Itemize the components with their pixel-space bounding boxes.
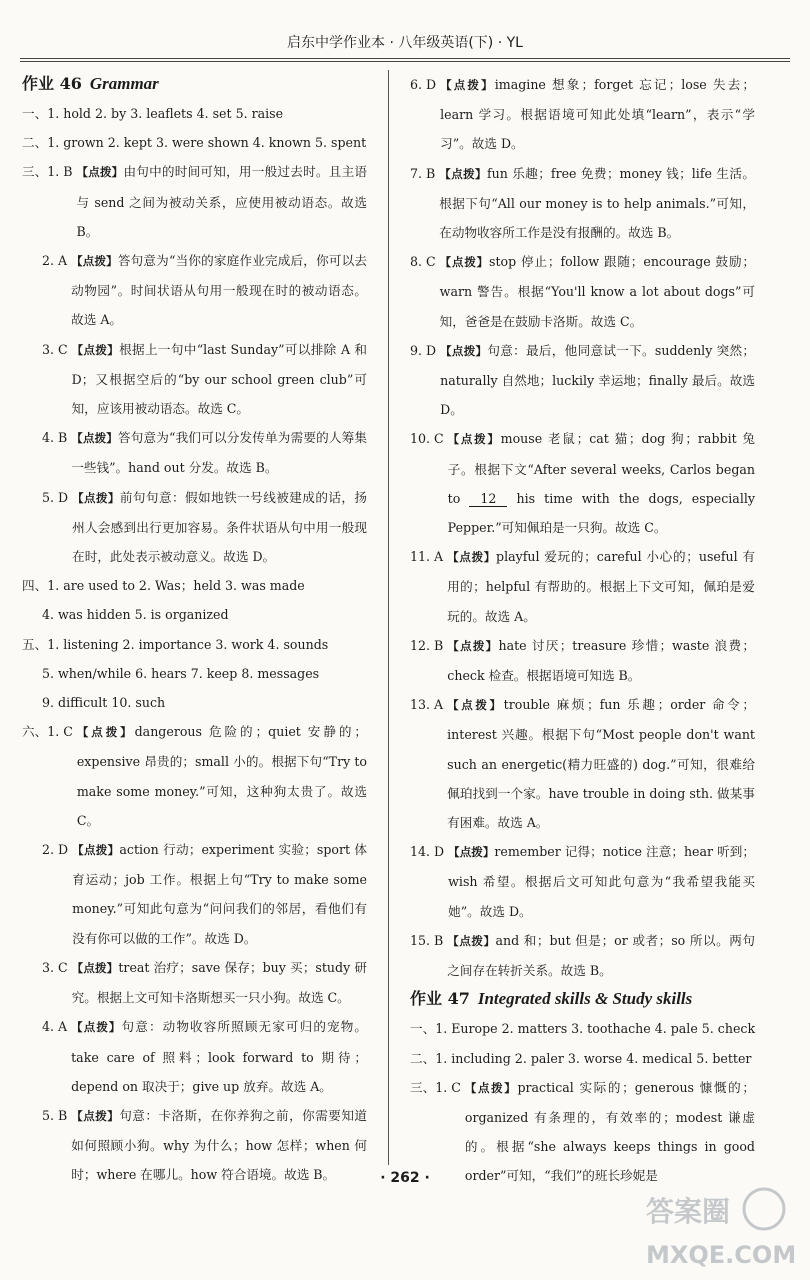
explanation-item: 10. C 【点拨】mouse 老鼠；cat 猫；dog 狗；rabbit 兔子。根据下文“After several weeks, Carlos began to 12 his time with the dogs, especially Pepper.”可知佩珀是一只狗。故选 C。 xyxy=(410,431,755,536)
hint-tag: 【点拨】 xyxy=(71,1108,120,1123)
answer-line-s2: 二、1. including 2. paler 3. worse 4. medical 5. better xyxy=(410,1050,752,1066)
answer-line-s2: 二、1. grown 2. kept 3. were shown 4. known 5. spent xyxy=(22,135,367,151)
header-title: 启东中学作业本 · 八年级英语(下) · YL xyxy=(287,35,523,51)
hint-tag: 【点拨】 xyxy=(447,698,504,713)
right-column xyxy=(410,70,755,1191)
hint-tag: 【点拨】 xyxy=(447,933,496,948)
page-header xyxy=(20,32,790,59)
watermark-logo xyxy=(642,1185,802,1273)
hint-tag: 【点拨】 xyxy=(76,725,135,740)
explanation-item: 三、1. B 【点拨】由句中的时间可知，用一般过去时。且主语与 send 之间为被动关系，应使用被动语态。故选 B。 xyxy=(22,164,368,239)
section-46-label: 作业 46 xyxy=(22,74,82,93)
answer-line-s4a: 四、1. are used to 2. Was；held 3. was made xyxy=(22,578,305,594)
hint-tag: 【点拨】 xyxy=(72,490,120,505)
section-47-label: 作业 47 xyxy=(410,989,470,1009)
explanation-item: 2. A 【点拨】答句意为“当你的家庭作业完成后，你可以去动物园”。时间状语从句用一般现在时的被动语态。故选 A。 xyxy=(42,253,367,328)
hint-tag: 【点拨】 xyxy=(72,843,120,858)
left-column xyxy=(22,70,367,1190)
answer-line-s4b: 4. was hidden 5. is organized xyxy=(42,607,229,623)
hint-tag: 【点拨】 xyxy=(71,431,118,446)
explanation-item: 3. C 【点拨】根据上一句中“last Sunday”可以排除 A 和 D；又根据空后的“by our school green club”可知，应该用被动语态。故选 C。 xyxy=(42,341,368,417)
explanation-item: 5. D 【点拨】前句句意：假如地铁一号线被建成的话，扬州人会感到出行更加容易。条件状语从句中用一般现在时，此处表示被动意义。故选 D。 xyxy=(42,489,368,565)
hint-tag: 【点拨】 xyxy=(71,1020,122,1035)
explanation-item: 4. B 【点拨】答句意为“我们可以分发传单为需要的人筹集一些钱”。hand out 分发。故选 B。 xyxy=(42,430,367,476)
hint-tag: 【点拨】 xyxy=(71,254,118,269)
explanation-item: 14. D 【点拨】remember 记得；notice 注意；hear 听到；wish 希望。根据后文可知此句意为“我希望我能买她”。故选 D。 xyxy=(410,844,755,919)
page-number: · 262 · xyxy=(380,1170,430,1186)
hint-tag: 【点拨】 xyxy=(76,165,124,180)
answer-line-s5a: 五、1. listening 2. importance 3. work 4. sounds xyxy=(22,636,329,652)
answer-blank: 12 xyxy=(469,492,507,507)
hint-tag: 【点拨】 xyxy=(439,166,487,181)
explanation-item: 8. C 【点拨】stop 停止；follow 跟随；encourage 鼓励；warn 警告。根据“You'll know a lot about dogs”可知，爸爸是在鼓励卡洛斯。故选 C。 xyxy=(410,254,755,329)
answer-line-s1: 一、1. Europe 2. matters 3. toothache 4. pale 5. check xyxy=(410,1021,756,1037)
hint-tag: 【点拨】 xyxy=(440,343,488,358)
watermark-line1: 答案圈 xyxy=(646,1195,731,1228)
explanation-item: 六、1. C 【点拨】dangerous 危险的；quiet 安静的；expensive 昂贵的；small 小的。根据下句“Try to make some money.”可知，这种狗太贵了。故选 C。 xyxy=(22,724,367,828)
explanation-item: 三、1. C 【点拨】practical 实际的；generous 慷慨的；organized 有条理的，有效率的；modest 谦虚的。根据“she always keeps things in good order”可知，“我们”的班长珍妮是 xyxy=(410,1079,755,1184)
hint-tag: 【点拨】 xyxy=(448,845,495,860)
explanation-item: 13. A 【点拨】trouble 麻烦；fun 乐趣；order 命令；interest 兴趣。根据下句“Most people don't want such an energetic(精力旺盛的) dog.”可知，很难给佩珀找到一个家。have trouble in doing sth. 做某事有困难。故选 A。 xyxy=(410,697,755,831)
hint-tag: 【点拨】 xyxy=(447,432,501,447)
section-46-heading xyxy=(22,70,367,98)
explanation-item: 6. D 【点拨】imagine 想象；forget 忘记；lose 失去；learn 学习。根据语境可知此处填“learn”，表示“学习”。故选 D。 xyxy=(410,77,755,152)
watermark-line2: MXQE.COM xyxy=(646,1241,797,1269)
explanation-item: 3. C 【点拨】treat 治疗；save 保存；buy 买；study 研究。根据上文可知卡洛斯想买一只小狗。故选 C。 xyxy=(42,959,367,1006)
section-46-title: Grammar xyxy=(89,74,159,93)
column-divider xyxy=(388,70,389,1165)
hint-tag: 【点拨】 xyxy=(71,342,120,357)
explanation-item: 4. A 【点拨】句意：动物收容所照顾无家可归的宠物。take care of 照料；look forward to 期待；depend on 取决于；give up 放弃。故选 A。 xyxy=(42,1019,368,1094)
explanation-item: 12. B 【点拨】hate 讨厌；treasure 珍惜；waste 浪费；check 检查。根据语境可知选 B。 xyxy=(410,637,755,684)
header-rule xyxy=(20,61,790,62)
explanation-item: 9. D 【点拨】句意：最后，他同意试一下。suddenly 突然；naturally 自然地；luckily 幸运地；finally 最后。故选 D。 xyxy=(410,342,755,418)
explanation-item: 15. B 【点拨】and 和；but 但是；or 或者；so 所以。两句之间存在转折关系。故选 B。 xyxy=(410,932,756,979)
hint-tag: 【点拨】 xyxy=(447,550,497,565)
hint-tag: 【点拨】 xyxy=(440,78,495,92)
hint-tag: 【点拨】 xyxy=(71,960,119,975)
explanation-item: 11. A 【点拨】playful 爱玩的；careful 小心的；useful 有用的；helpful 有帮助的。根据上下文可知，佩珀是爱玩的。故选 A。 xyxy=(410,549,756,624)
explanation-item: 7. B 【点拨】fun 乐趣；free 免费；money 钱；life 生活。根据下句“All our money is to help animals.”可知，在动物收容所工作是没有报酬的。故选 B。 xyxy=(410,165,755,241)
explanation-item: 2. D 【点拨】action 行动；experiment 实验；sport 体育运动；job 工作。根据上句“Try to make some money.”可知此句意为“问问我们的邻居，看他们有没有你可以做的工作”。故选 D。 xyxy=(42,842,368,946)
hint-tag: 【点拨】 xyxy=(464,1080,518,1095)
hint-tag: 【点拨】 xyxy=(439,255,489,270)
answer-line-s5b: 5. when/while 6. hears 7. keep 8. messages xyxy=(42,665,320,681)
answer-line-s5c: 9. difficult 10. such xyxy=(42,695,166,711)
answer-line-s1: 一、1. hold 2. by 3. leaflets 4. set 5. raise xyxy=(22,106,284,121)
hint-tag: 【点拨】 xyxy=(447,638,499,653)
section-47-heading xyxy=(410,985,755,1013)
section-47-title: Integrated skills & Study skills xyxy=(477,989,693,1009)
explanation-item: 5. B 【点拨】句意：卡洛斯，在你养狗之前，你需要知道如何照顾小狗。why 为什么；how 怎样；when 何时；where 在哪儿。how 符合语境。故选 B。 xyxy=(42,1107,368,1183)
